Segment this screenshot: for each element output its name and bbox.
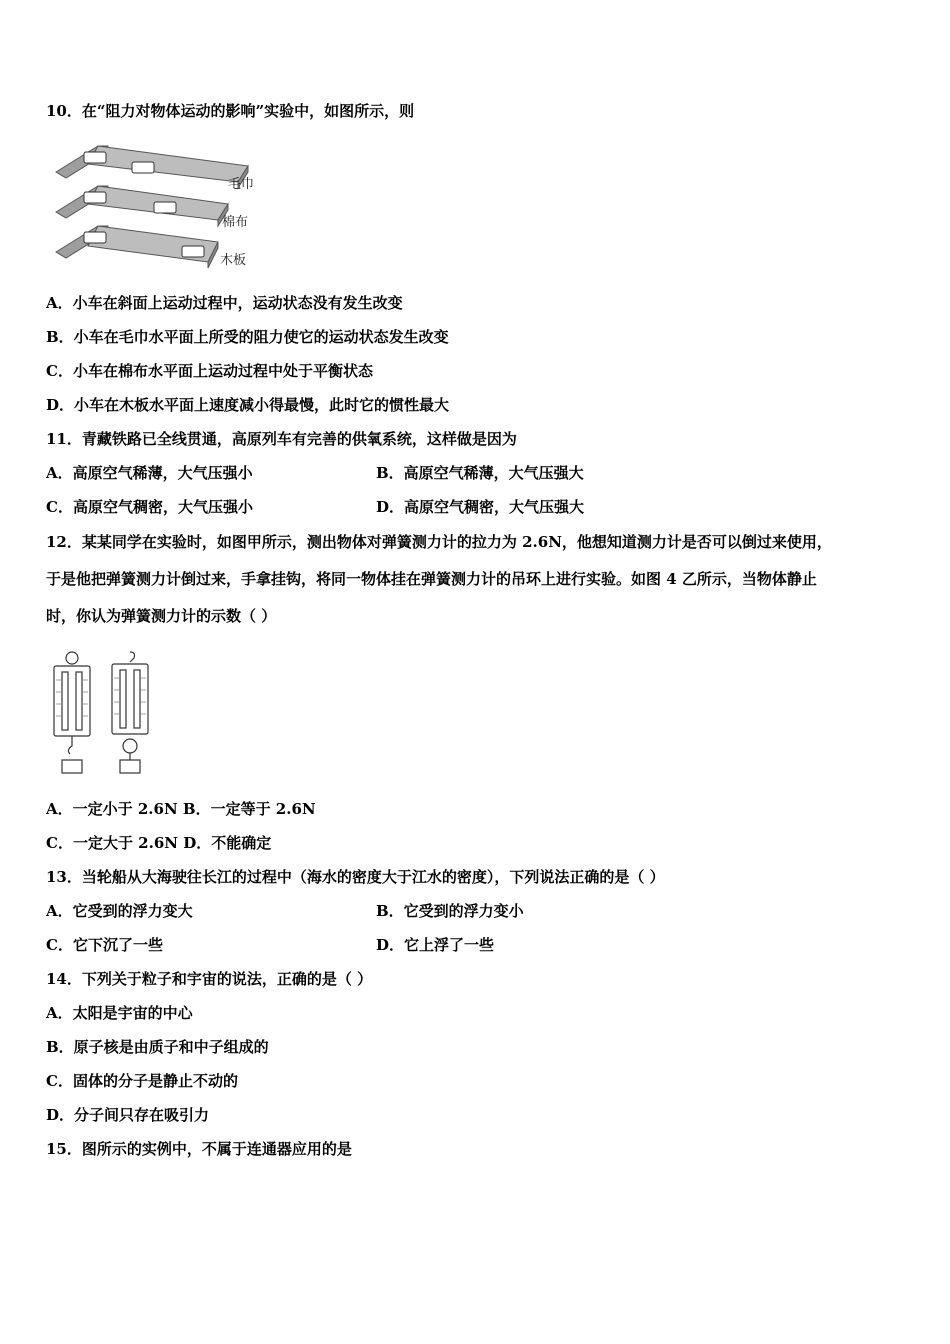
q11-option-d: D．高原空气稠密，大气压强大: [376, 498, 585, 516]
q10-option-c: C．小车在棉布水平面上运动过程中处于平衡状态: [46, 362, 373, 380]
q14-stem: 14．下列关于粒子和宇宙的说法，正确的是（ ）: [46, 970, 373, 988]
q10-option-a: A．小车在斜面上运动过程中，运动状态没有发生改变: [46, 294, 403, 312]
q10-cart-wood: [182, 246, 204, 257]
q15-stem: 15．图所示的实例中，不属于连通器应用的是: [46, 1140, 352, 1158]
q12-stem-line-1: 12．某某同学在实验时，如图甲所示，测出物体对弹簧测力计的拉力为 2.6N，他想知道测力计是否可以倒过来使用，: [46, 533, 832, 551]
q10-cart-cotton: [154, 202, 176, 213]
q10-cart-towel: [132, 162, 154, 173]
q12-spring-scale-figure: [50, 650, 160, 776]
q10-cart-incline-3: [84, 232, 106, 243]
q11-option-a: A．高原空气稀薄，大气压强小: [46, 464, 253, 482]
q13-options-row1: [46, 901, 524, 921]
q12-weight-b: [120, 760, 140, 773]
q10-option-b: B．小车在毛巾水平面上所受的阻力使它的运动状态发生改变: [46, 328, 449, 346]
q12-scale-b-body: [112, 664, 148, 734]
q13-stem: 13．当轮船从大海驶往长江的过程中（海水的密度大于江水的密度），下列说法正确的是（ ）: [46, 868, 665, 886]
q10-cart-incline-1: [84, 152, 106, 163]
q10-label-cotton: 棉布: [222, 215, 249, 230]
q10-label-towel: 毛巾: [228, 177, 255, 192]
q10-incline-figure: [48, 138, 268, 274]
q13-option-b: B．它受到的浮力变小: [376, 902, 524, 920]
q11-stem: 11．青藏铁路已全线贯通，高原列车有完善的供氧系统，这样做是因为: [46, 430, 517, 448]
q12-scale-b-ring: [123, 739, 137, 753]
q12-scale-b-hook: [130, 652, 135, 662]
q12-scale-a-body: [54, 666, 90, 736]
q13-option-a: A．它受到的浮力变大: [46, 902, 193, 920]
q12-scale-a-ring: [66, 652, 78, 664]
q10-label-wood: 木板: [220, 253, 247, 268]
q10-option-d: D．小车在木板水平面上速度减小得最慢，此时它的惯性最大: [46, 396, 450, 414]
q12-stem-line-2: 于是他把弹簧测力计倒过来，手拿挂钩，将同一物体挂在弹簧测力计的吊环上进行实验。如图 4 乙所示，当物体静止: [46, 570, 817, 588]
q11-options-row2: [46, 497, 585, 517]
q13-option-c: C．它下沉了一些: [46, 936, 163, 954]
q14-option-a: A．太阳是宇宙的中心: [46, 1004, 193, 1022]
q13-options-row2: [46, 935, 495, 955]
q14-option-c: C．固体的分子是静止不动的: [46, 1072, 238, 1090]
q11-option-b: B．高原空气稀薄，大气压强大: [376, 464, 584, 482]
q12-stem-line-3: 时，你认为弹簧测力计的示数（ ）: [46, 607, 277, 625]
q12-weight-a: [62, 760, 82, 773]
q11-options-row1: [46, 463, 584, 483]
q11-option-c: C．高原空气稠密，大气压强小: [46, 498, 253, 516]
q12-options-row2: C．一定大于 2.6N D．不能确定: [46, 834, 272, 852]
q10-stem: 10．在“阻力对物体运动的影响”实验中，如图所示，则: [46, 102, 415, 120]
q10-cart-incline-2: [84, 192, 106, 203]
q13-option-d: D．它上浮了一些: [376, 936, 495, 954]
q12-scale-a-hook: [68, 736, 72, 754]
q14-option-b: B．原子核是由质子和中子组成的: [46, 1038, 269, 1056]
q12-options-row1: A．一定小于 2.6N B．一定等于 2.6N: [46, 800, 316, 818]
q14-option-d: D．分子间只存在吸引力: [46, 1106, 210, 1124]
